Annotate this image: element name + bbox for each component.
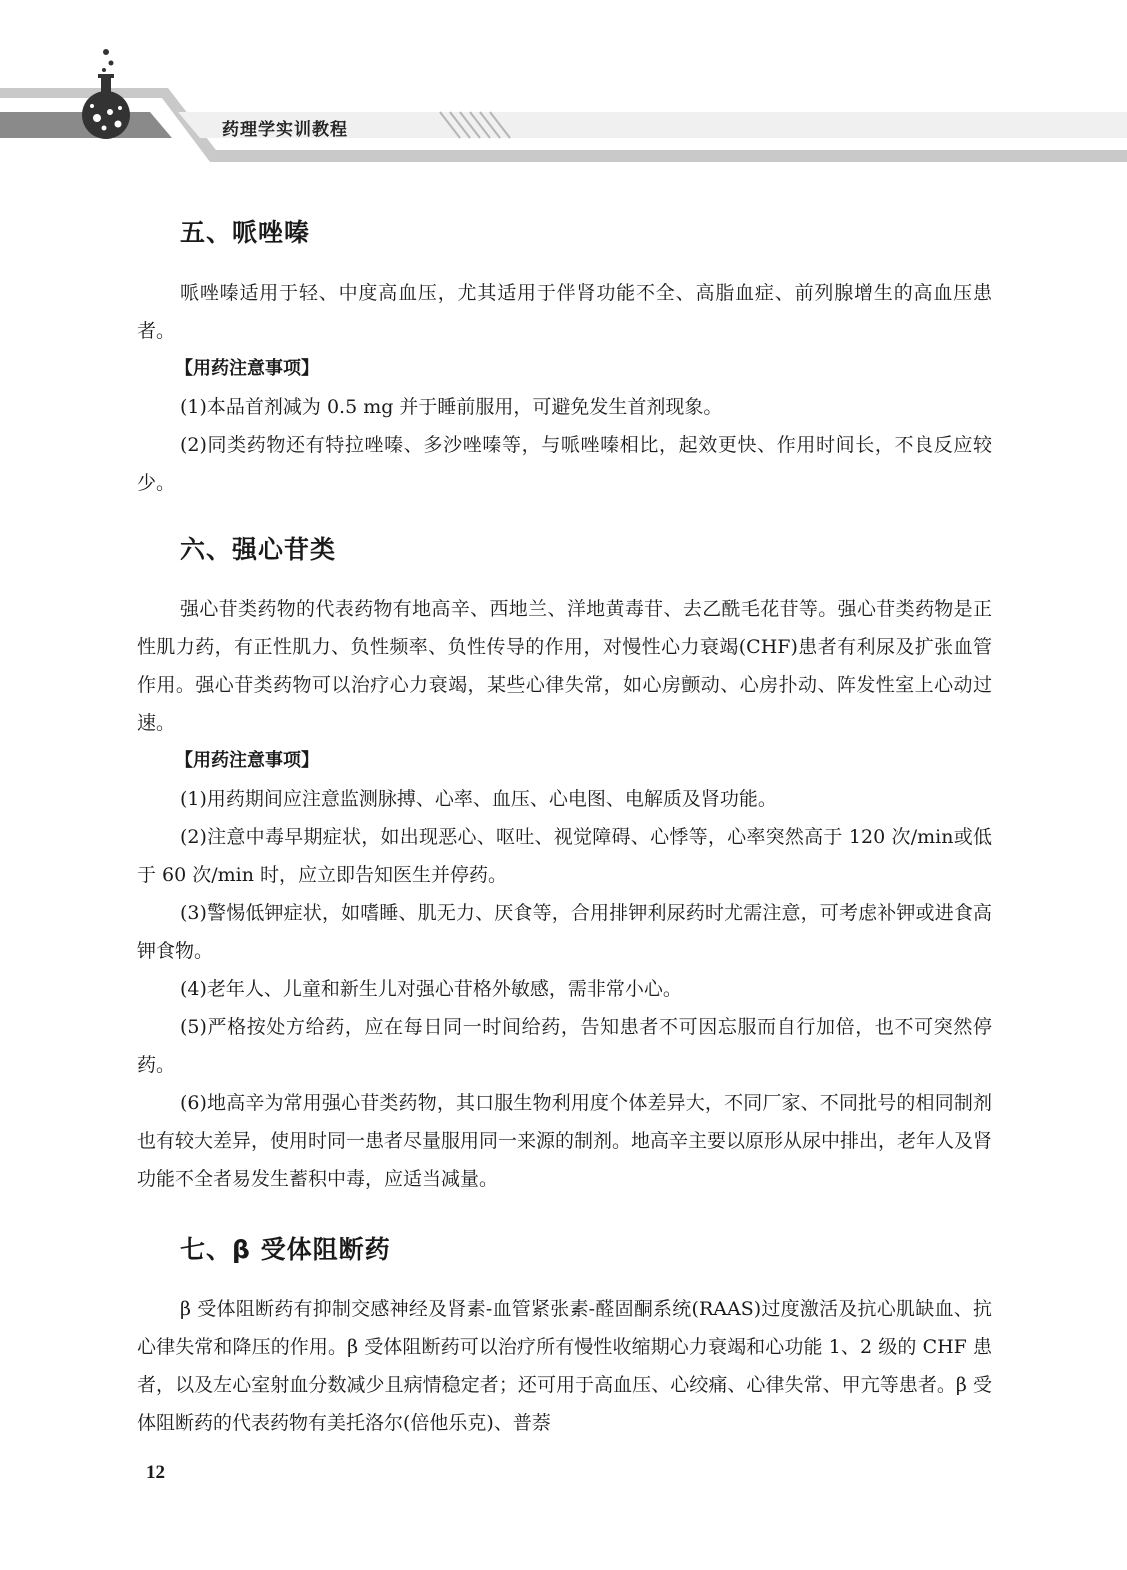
section-6-heading: 六、强心苷类 — [180, 535, 337, 564]
section-6-notes-heading: 【用药注意事项】 — [175, 750, 319, 771]
section-heading-5 — [137, 213, 992, 249]
section-7-body — [137, 1290, 992, 1442]
section-5-note-1: (1)本品首剂减为 0.5 mg 并于睡前服用，可避免发生首剂现象。 — [180, 396, 723, 418]
section-6-note-3: (3)警惕低钾症状，如嗜睡、肌无力、厌食等，合用排钾利尿药时尤需注意，可考虑补钾或进食高钾食物。 — [137, 902, 992, 962]
section-5-heading: 五、哌唑嗪 — [180, 218, 311, 247]
page-number: 12 — [146, 1462, 165, 1483]
section-6-note-2: (2)注意中毒早期症状，如出现恶心、呕吐、视觉障碍、心悸等，心率突然高于 120 次/min或低于 60 次/min 时，应立即告知医生并停药。 — [137, 826, 992, 886]
page-header — [0, 0, 1127, 165]
section-7-heading: 七、β 受体阻断药 — [180, 1235, 391, 1264]
section-6-note-6: (6)地高辛为常用强心苷类药物，其口服生物利用度个体差异大，不同厂家、不同批号的相同制剂也有较大差异，使用时同一患者尽量服用同一来源的制剂。地高辛主要以原形从尿中排出，老年人及肾功能不全者易发生蓄积中毒，应适当减量。 — [137, 1092, 993, 1190]
section-5-notes-heading: 【用药注意事项】 — [175, 358, 319, 379]
section-6-intro: 强心苷类药物的代表药物有地高辛、西地兰、洋地黄毒苷、去乙酰毛花苷等。强心苷类药物是正性肌力药，有正性肌力、负性频率、负性传导的作用，对慢性心力衰竭(CHF)患者有利尿及扩张血管作用。强心苷类药物可以治疗心力衰竭，某些心律失常，如心房颤动、心房扑动、阵发性室上心动过速。 — [137, 598, 992, 734]
section-6-note-5: (5)严格按处方给药，应在每日同一时间给药，告知患者不可因忘服而自行加倍，也不可突然停药。 — [137, 1016, 992, 1076]
header-banner — [0, 0, 1127, 165]
section-6-note-4: (4)老年人、儿童和新生儿对强心苷格外敏感，需非常小心。 — [180, 978, 682, 1000]
section-heading-7 — [137, 1230, 992, 1266]
section-6-body — [137, 590, 992, 1198]
book-title: 药理学实训教程 — [222, 120, 348, 140]
section-5-note-2: (2)同类药物还有特拉唑嗪、多沙唑嗪等，与哌唑嗪相比，起效更快、作用时间长，不良反应较少。 — [137, 434, 992, 494]
section-5-body — [137, 274, 992, 502]
section-heading-6 — [137, 530, 992, 566]
section-5-intro: 哌唑嗪适用于轻、中度高血压，尤其适用于伴肾功能不全、高脂血症、前列腺增生的高血压患者。 — [137, 282, 992, 342]
section-6-note-1: (1)用药期间应注意监测脉搏、心率、血压、心电图、电解质及肾功能。 — [180, 788, 777, 810]
section-7-intro: β 受体阻断药有抑制交感神经及肾素-血管紧张素-醛固酮系统(RAAS)过度激活及抗心肌缺血、抗心律失常和降压的作用。β 受体阻断药可以治疗所有慢性收缩期心力衰竭和心功能 1、2 级的 CHF 患者，以及左心室射血分数减少且病情稳定者；还可用于高血压、心绞痛、心律失常、甲亢等患者。β 受体阻断药的代表药物有美托洛尔(倍他乐克)、普萘 — [137, 1298, 992, 1434]
